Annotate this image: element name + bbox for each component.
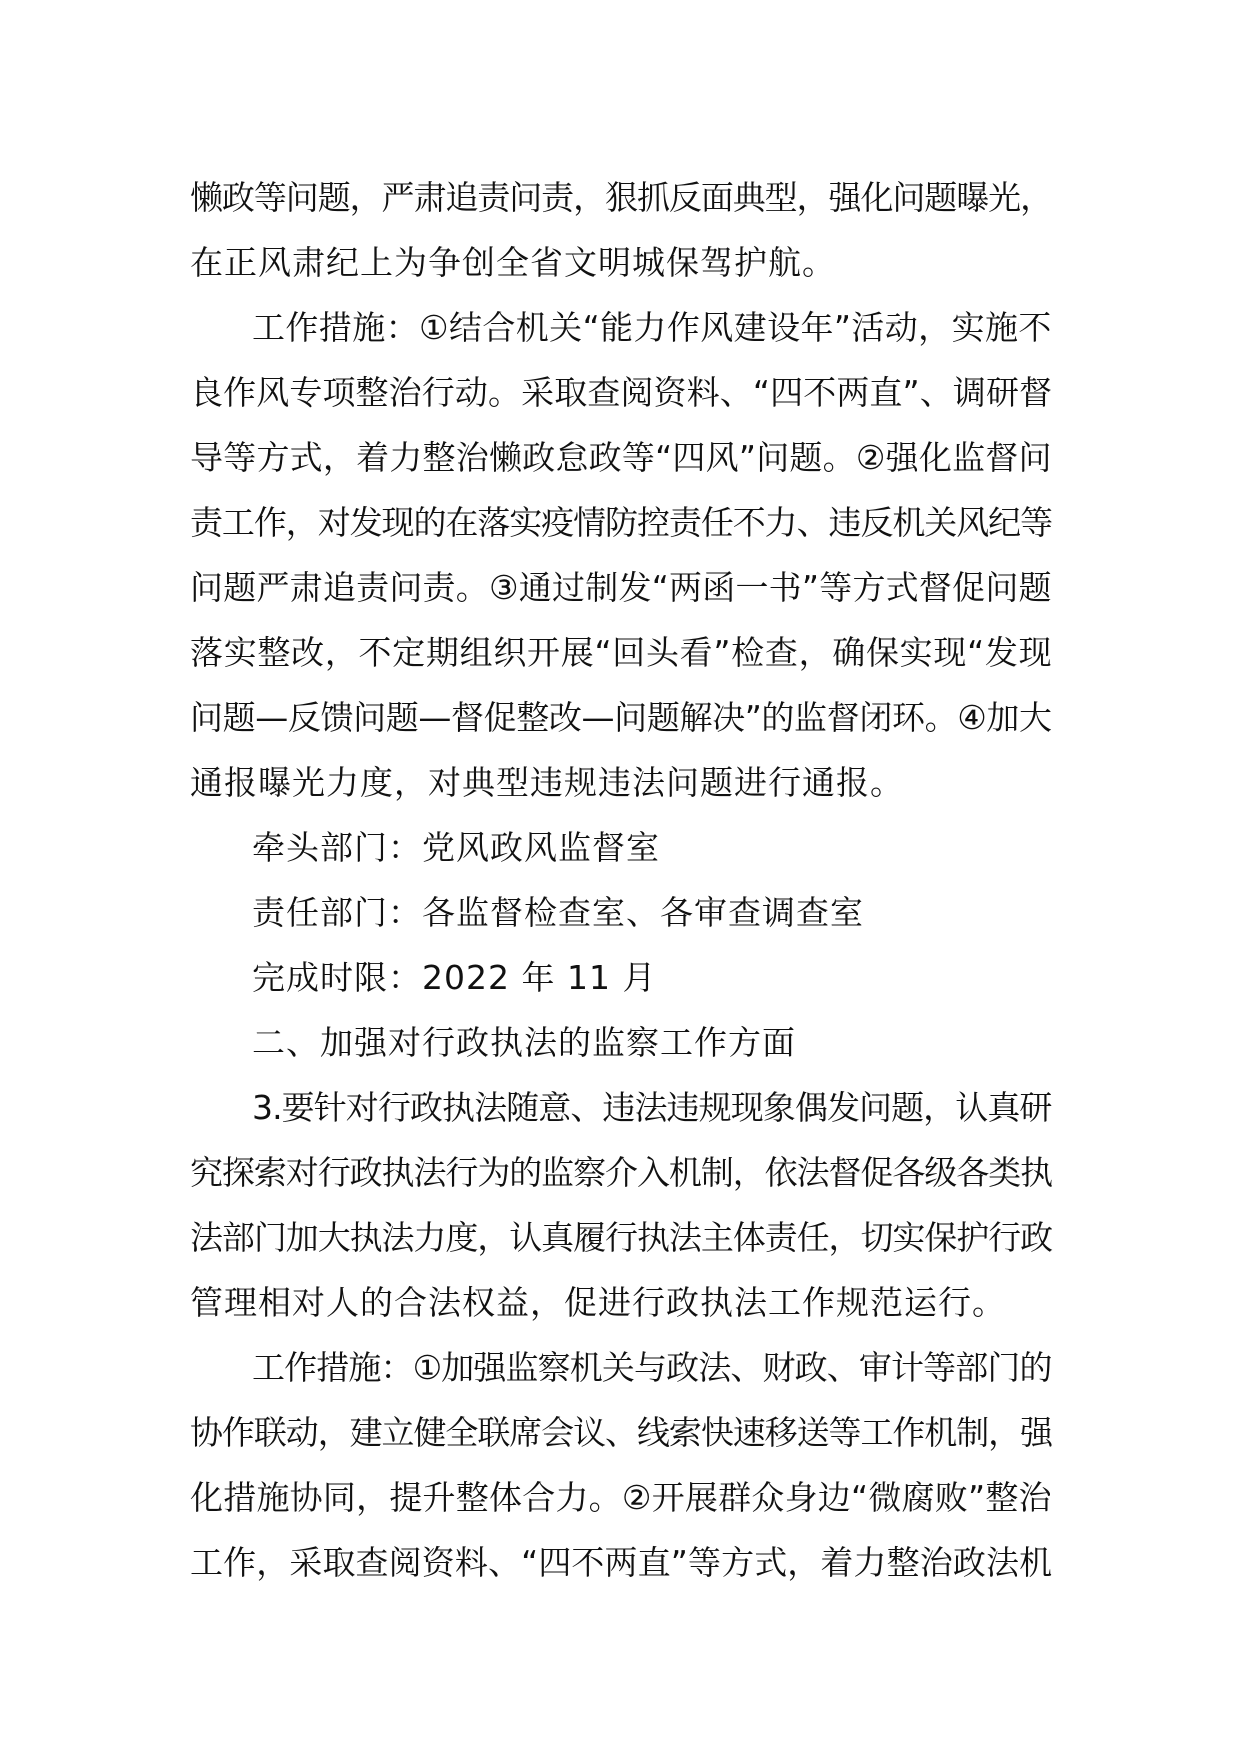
text-line: 3.要针对行政执法随意、违法违规现象偶发问题，认真研 [252,1088,1052,1127]
text-line: 懒政等问题，严肃追责问责，狠抓反面典型，强化问题曝光， [190,178,1053,217]
text-line: 究探索对行政执法行为的监察介入机制，依法督促各级各类执 [190,1153,1053,1192]
lead-department: 牵头部门：党风政风监督室 [252,828,660,867]
text-line: 问题严肃追责问责。③通过制发“两函一书”等方式督促问题 [190,568,1052,607]
text-line: 通报曝光力度，对典型违规违法问题进行通报。 [190,763,904,802]
text-line: 协作联动，建立健全联席会议、线索快速移送等工作机制，强 [190,1413,1053,1452]
text-line: 落实整改，不定期组织开展“回头看”检查，确保实现“发现 [190,633,1053,672]
text-line: 工作措施：①结合机关“能力作风建设年”活动，实施不 [252,308,1052,347]
text-line: 管理相对人的合法权益，促进行政执法工作规范运行。 [190,1283,1006,1322]
text-line: 在正风肃纪上为争创全省文明城保驾护航。 [190,243,836,282]
deadline: 完成时限：2022 年 11 月 [252,958,657,997]
text-line: 责工作，对发现的在落实疫情防控责任不力、违反机关风纪等 [190,503,1053,542]
text-line: 导等方式，着力整治懒政怠政等“四风”问题。②强化监督问 [190,438,1052,477]
text-line: 工作，采取查阅资料、“四不两直”等方式，着力整治政法机 [190,1543,1053,1582]
responsible-department: 责任部门：各监督检查室、各审查调查室 [252,893,864,932]
text-line: 工作措施：①加强监察机关与政法、财政、审计等部门的 [252,1348,1052,1387]
text-line: 化措施协同，提升整体合力。②开展群众身边“微腐败”整治 [190,1478,1052,1517]
section-heading: 二、加强对行政执法的监察工作方面 [252,1023,796,1062]
text-line: 问题—反馈问题—督促整改—问题解决”的监督闭环。④加大 [190,698,1052,737]
text-line: 良作风专项整治行动。采取查阅资料、“四不两直”、调研督 [190,373,1053,412]
text-line: 法部门加大执法力度，认真履行执法主体责任，切实保护行政 [190,1218,1053,1257]
